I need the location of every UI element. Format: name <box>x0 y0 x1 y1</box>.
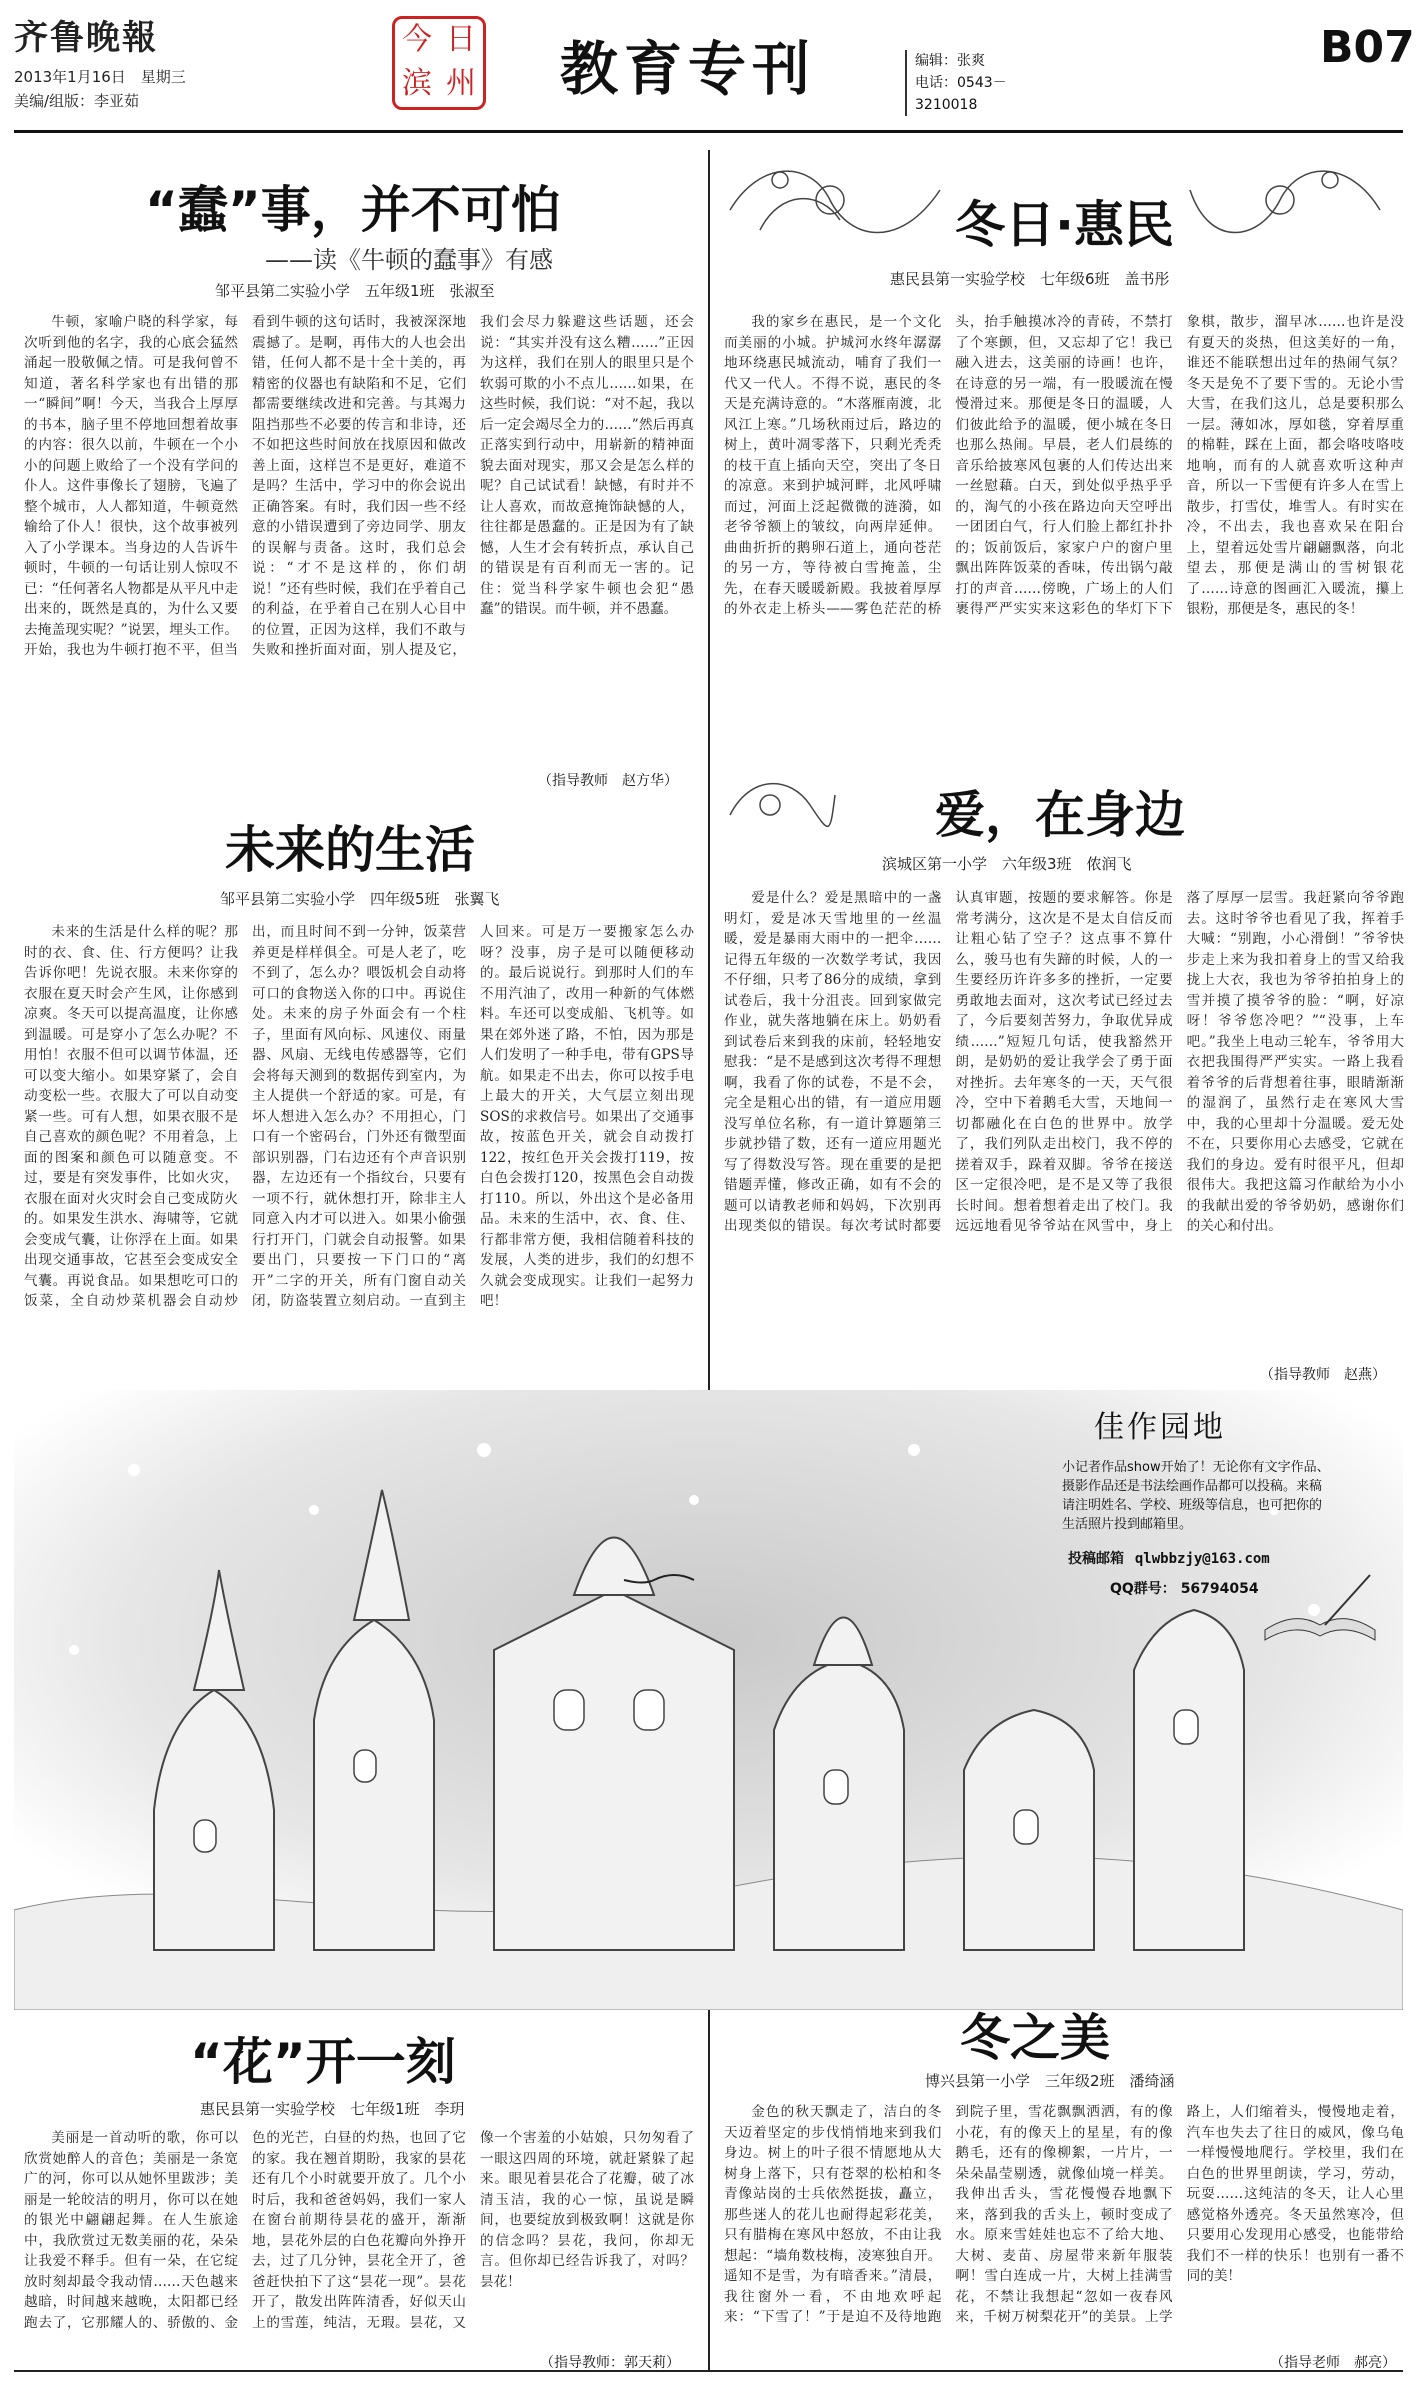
article-byline: 邹平县第二实验小学 四年级5班 张翼飞 <box>220 890 500 908</box>
qq-group <box>1110 1578 1259 1598</box>
seal-char: 滨 <box>402 66 432 101</box>
article-title: 冬日·惠民 <box>955 196 1174 254</box>
article-title: “花”开一刻 <box>190 2033 456 2091</box>
column-divider <box>708 150 710 2370</box>
teacher-credit: （指导教师 赵方华） <box>538 773 678 789</box>
issue-date: 2013年1月16日 星期三 <box>14 68 186 86</box>
qq-label: QQ群号： <box>1110 1581 1176 1597</box>
article-byline: 邹平县第二实验小学 五年级1班 张淑至 <box>215 282 495 300</box>
seal-char: 日 <box>446 22 476 57</box>
swirl-ornament-icon <box>720 765 840 845</box>
open-book-icon <box>1255 1570 1385 1650</box>
article-title: 未来的生活 <box>225 821 475 879</box>
qq-number: 56794054 <box>1180 1581 1259 1597</box>
article-body: 美丽是一首动听的歌，你可以欣赏她醉人的音色；美丽是一条宽广的河，你可以从她怀里跋涉；美丽是一轮皎洁的明月，你可以在她的银光中翩翩起舞。在人生旅途中，我欣赏过无数美丽的花，朵朵让我爱不释手。但有一朵，在它绽放时刻却最令我动情……天色越来越暗，时间越来越晚，太阳都已经跑去了，它那耀人的、骄傲的、金色的光芒，白昼的灼热，也回了它的家。我在翘首期盼，我家的昙花还有几个小时就要开放了。几个小时后，我和爸爸妈妈，我们一家人在窗台前期待昙花的盛开，渐渐地，昙花外层的白色花瓣向外挣开去，过了几分钟，昙花全开了，爸爸赶快拍下了这“昙花一现”。昙花开了，散发出阵阵清香，好似天山上的雪莲，纯洁，无瑕。昙花，又像一个害羞的小姑娘，只勿匆看了一眼这四周的环境，就赶紧躲了起来。眼见着昙花合了花瓣，破了冰清玉洁，我的心一惊，虽说是瞬间，也要绽放到极致啊！这就是你的信念吗？昙花，我问，你却无言。但你却已经告诉我了，对吗？昙花！ <box>24 2130 694 2331</box>
teacher-credit: （指导教师：郭天莉） <box>540 2355 680 2371</box>
editor-info <box>905 50 1060 116</box>
article-byline: 惠民县第一实验学校 七年级6班 盖书彤 <box>890 270 1170 288</box>
article-body: 金色的秋天飘走了，洁白的冬天迈着坚定的步伐悄悄地来到我们身边。树上的叶子很不情愿地从大树身上落下，只有苍翠的松柏和冬青像站岗的士兵依然挺拔，矗立，那些迷人的花儿也耐得起彩花美，只有腊梅在寒风中怒放，不由让我想起：“墙角数枝梅，凌寒独自开。遥知不是雪，为有暗香来。”清晨，我往窗外一看，不由地欢呼起来：“下雪了！”于是迫不及待地跑到院子里，雪花飘飘洒洒，有的像小花，有的像天上的星星，有的像鹅毛，还有的像柳絮，一片片，一朵朵晶莹剔透，就像仙境一样美。我伸出舌头，雪花慢慢吞地飘下来，落到我的舌头上，顿时变成了水。原来雪娃娃也忘不了给大地、大树、麦苗、房屋带来新年服装啊！雪白连成一片，大树上挂满雪花，不禁让我想起“忽如一夜春风来，千树万树梨花开”的美景。上学路上，人们缩着头，慢慢地走着，汽车也失去了往日的威风，像乌龟一样慢慢地爬行。学校里，我们在白色的世界里朗读，学习，劳动，玩耍……这纯洁的冬天，让人心里感觉格外透亮。冬天虽然寒冷，但只要用心发现用心感受，也能带给我们不一样的快乐！也别有一番不同的美！ <box>724 2104 1404 2325</box>
article-title: 冬之美 <box>960 2009 1110 2067</box>
garden-note: 小记者作品show开始了！无论你有文字作品、摄影作品还是书法绘画作品都可以投稿。来稿请注明姓名、学校、班级等信息，也可把你的生活照片投到邮箱里。 <box>1062 1460 1330 1532</box>
page-number: B07 <box>1320 22 1415 73</box>
footer-rule <box>14 2370 1403 2372</box>
newspaper-name: 齐鲁晚報 <box>14 18 158 58</box>
swirl-ornament-icon <box>1180 150 1390 260</box>
teacher-credit: （指导老师 郝亮） <box>1270 2355 1396 2371</box>
designer-credit: 美编/组版：李亚茹 <box>14 92 140 110</box>
article-body: 我的家乡在惠民，是一个文化而美丽的小城。护城河水终年潺潺地环绕惠民城流动，哺育了我们一代又一代人。不得不说，惠民的冬天是充满诗意的。“木落雁南渡，北风江上寒。”几场秋雨过后，路边的树上，黄叶凋零落下，只剩光秃秃的枝干直上插向天空，突出了冬日的凉意。来到护城河畔，北风呼啸而过，河面上泛起微微的涟漪，如老爷爷额上的皱纹，向两岸延伸。曲曲折折的鹅卵石道上，通向苍茫的另一方，等待被白雪掩盖，尘先，在春天暖暖新殿。我披着厚厚的外衣走上桥头——雾色茫茫的桥头，抬手触摸冰冷的青砖，不禁打了个寒颤，但，又忘却了它！我已融入进去，这美丽的诗画！也许，在诗意的另一端，有一股暖流在慢慢滑过来。那便是冬日的温暖，人们彼此给予的温暖，便小城在冬日也那么热闹。早晨，老人们晨练的音乐给披寒风包裹的人们传达出来一丝慰藉。白天，到处似乎热乎乎的，淘气的小孩在路边向天空呼出一团团白气，行人们脸上都红扑扑的；饭前饭后，家家户户的窗户里飘出阵阵饭菜的香味，传出锅勺敲打的声音……傍晚，广场上的人们裹得严严实实来这彩色的华灯下下象棋，散步，溜早冰……也许是没有夏天的炎热，但这美好的一角，谁还不能联想出过年的热闹气氛？冬天是免不了要下雪的。无论小雪大雪，在我们这儿，总是要积那么一层。薄如冰，厚如毯，穿着厚重的棉鞋，踩在上面，都会咯吱咯吱地响，而有的人就喜欢听这种声音，所以一下雪便有许多人在雪上散步，打雪仗，堆雪人。有时实在冷，不出去，我也喜欢呆在阳台上，望着远处雪片翩翩飘落，向北望去，那便是满山的雪树银花了……诗意的图画汇入暖流，攥上银粉，那便是冬，惠民的冬！ <box>724 314 1404 617</box>
article-byline: 博兴县第一小学 三年级2班 潘绮涵 <box>925 2072 1175 2090</box>
seal-char: 州 <box>446 66 476 101</box>
garden-title: 佳作园地 <box>1094 1410 1226 1445</box>
article-body: 未来的生活是什么样的呢？那时的衣、食、住、行方便吗？让我告诉你吧！先说衣服。未来你穿的衣服在夏天时会产生风，让你感到凉爽。冬天可以提高温度，让你感到温暖。可是穿小了怎么办呢？不用怕！衣服不但可以调节体温，还可以变大缩小。如果穿紧了，会自动变松一些。衣服大了可以自动变紧一些。可有人想，如果衣服不是自己喜欢的颜色呢？不用着急，上面的图案和颜色可以随意变。不过，要是有突发事件，比如火灾，衣服在面对火灾时会自己变成防火的。如果发生洪水、海啸等，它就会变成气囊，让你浮在上面。如果出现交通事故，它甚至会变成安全气囊。再说食品。如果想吃可口的饭菜，全自动炒菜机器会自动炒出，而且时间不到一分钟，饭菜营养更是样样俱全。可是人老了，吃不到了，怎么办？喂饭机会自动将可口的食物送入你的口中。再说住处。未来的房子外面会有一个柱子，里面有风向标、风速仪、雨量器、风扇、无线电传感器等，它们会将每天测到的数据传到室内，为主人提供一个舒适的家。可是，有坏人想进入怎么办？不用担心，门口有一个密码台，门外还有微型面部识别器，门右边还有个声音识别器，左边还有一个指纹台，只要有一项不行，就休想打开，除非主人同意入内才可以进入。如果小偷强行打开门，门就会自动报警。如果要出门，只要按一下门口的“离开”二字的开关，所有门窗自动关闭，防盗装置立刻启动。一直到主人回来。可是万一要搬家怎么办呀？没事，房子是可以随便移动的。最后说说行。到那时人们的车不用汽油了，改用一种新的气体燃料。车还可以变成船、飞机等。如果在郊外迷了路，不怕，因为那是人们发明了一种手电，带有GPS导航。如果走不出去，你可以按手电上最大的开关，大气层立刻出现SOS的求救信号。如果出了交通事故，按蓝色开关，就会自动拨打122，按红色开关会拨打119，按白色会拨打120，按黑色会自动拨打110。所以，外出这个是必备用品。未来的生活中，衣、食、住、行都非常方便，我相信随着科技的发展，人类的进步，我们的幻想不久就会变成现实。让我们一起努力吧！ <box>24 924 694 1309</box>
article-byline: 滨城区第一小学 六年级3班 侬润飞 <box>882 855 1132 873</box>
submission-email <box>1068 1548 1270 1568</box>
article-subtitle: ——读《牛顿的蠢事》有感 <box>265 246 553 274</box>
article-body: 爱是什么？爱是黑暗中的一盏明灯，爱是冰天雪地里的一丝温暖，爱是暴雨大雨中的一把伞……记得五年级的一次数学考试，我因不仔细，只考了86分的成绩，拿到试卷后，我十分沮丧。回到家做完作业，就失落地躺在床上。奶奶看到试卷后来到我的床前，轻轻地安慰我：“是不是感到这次考得不理想啊，我看了你的试卷，不是不会，完全是粗心出的错，有一道应用题没写单位名称，有一道计算题第三步就抄错了数，还有一道应用题光写了得数没写答。现在重要的是把错题弄懂，修改正确，如有不会的题可以请教老师和妈妈，下次别再出现类似的错误。每次考试时都要认真审题，按题的要求解答。你是常考满分，这次是不是太自信反而让粗心钻了空子？这点事不算什么，骏马也有失蹄的时候，人的一生要经历许许多多的挫折，一定要勇敢地去面对，这次考试已经过去了，今后要刻苦努力，争取优异成绩……”短短几句话，使我豁然开朗，是奶奶的爱让我学会了勇于面对挫折。去年寒冬的一天，天气很冷，空中下着鹅毛大雪，天地间一切都融化在白色的世界中。放学了，我们列队走出校门，我不停的搓着双手，跺着双脚。爷爷在接送区一定很冷吧，是不是又等了我很长时间。想着想着走出了校门。我远远地看见爷爷站在风雪中，身上落了厚厚一层雪。我赶紧向爷爷跑去。这时爷爷也看见了我，挥着手大喊：“别跑，小心滑倒！”爷爷快步走上来为我扣着身上的雪又给我拢上大衣，我也为爷爷拍拍身上的雪并摸了摸爷爷的脸：“啊，好凉呀！爷爷您冷吧？”“没事，上车吧。”我坐上电动三轮车，爷爷用大衣把我围得严严实实。一路上我看着爷爷的后背想着往事，眼睛渐渐的湿润了，虽然行走在寒风大雪中，我的心里却十分温暖。爱无处不在，只要你用心去感受，它就在我们的身边。爱有时很平凡，但却很伟大。我把这篇习作献给为小小的我献出爱的爷爷奶奶，感谢你们的关心和付出。 <box>724 890 1404 1234</box>
email-label: 投稿邮箱 <box>1068 1551 1124 1567</box>
editor-name: 编辑：张爽 <box>915 53 985 69</box>
teacher-credit: （指导教师 赵燕） <box>1260 1367 1386 1383</box>
seal-logo <box>392 16 486 110</box>
email-address[interactable]: qlwbbzjy@163.com <box>1134 1551 1270 1567</box>
seal-char: 今 <box>402 22 432 57</box>
editor-phone: 电话：0543－3210018 <box>915 75 1007 113</box>
article-body: 牛顿，家喻户晓的科学家，每次听到他的名字，我的心底会猛然涌起一股敬佩之情。可是我何曾不知道，著名科学家也有出错的那一“瞬间”啊！今天，当我合上厚厚的书本，脑子里不停地回想着故事的内容：很久以前，牛顿在一个小小的问题上败给了一个没有学问的仆人。这件事像长了翅膀，飞遍了整个城市，人人都知道，牛顿竟然输给了仆人！很快，这个故事被列入了小学课本。当身边的人告诉牛顿时，牛顿的一句话让别人惊叹不已：“任何著名人物都是从平凡中走出来的，既然是真的，为什么又要去掩盖现实呢？”说罢，埋头工作。开始，我也为牛顿打抱不平，但当看到牛顿的这句话时，我被深深地震撼了。是啊，再伟大的人也会出错，任何人都不是十全十美的，再精密的仪器也有缺陷和不足，它们都需要继续改进和完善。与其竭力阻挡那些不必要的传言和非诗，还不如把这些时间放在找原因和做改善上面，这样岂不是更好，难道不是吗？生活中，学习中的你会说出正确答案。有时，我们因一些不经意的小错误遭到了旁边同学、朋友的误解与责备。这时，我们总会说：“才不是这样的，你们胡说！”还有些时候，我们在乎着自己的利益，在乎着自己在别人心目中的位置，正因为这样，我们不敢与失败和挫折面对面，别人提及它，我们会尽力躲避这些话题，还会说：“其实并没有这么糟……”正因为这样，我们在别人的眼里只是个软弱可欺的小不点儿……如果，在这些时候，我们说：“对不起，我以后一定会竭尽全力的……”然后再真正落实到行动中，用崭新的精神面貌去面对现实，那又会是怎么样的呢？自己试试看！缺憾，有时并不让人喜欢，而故意掩饰缺憾的人，往往都是愚蠢的。正是因为有了缺憾，人生才会有转折点，承认自己的错误是有百利而无一害的。记住：觉当科学家牛顿也会犯“愚蠢”的错误。而牛顿，并不愚蠢。 <box>24 314 694 658</box>
article-title: 爱，在身边 <box>935 786 1185 844</box>
swirl-ornament-icon <box>720 150 950 260</box>
header-rule <box>14 130 1403 133</box>
article-title: “蠢”事，并不可怕 <box>145 181 561 239</box>
section-title: 教育专刊 <box>560 35 817 103</box>
article-byline: 惠民县第一实验学校 七年级1班 李玥 <box>200 2100 465 2118</box>
